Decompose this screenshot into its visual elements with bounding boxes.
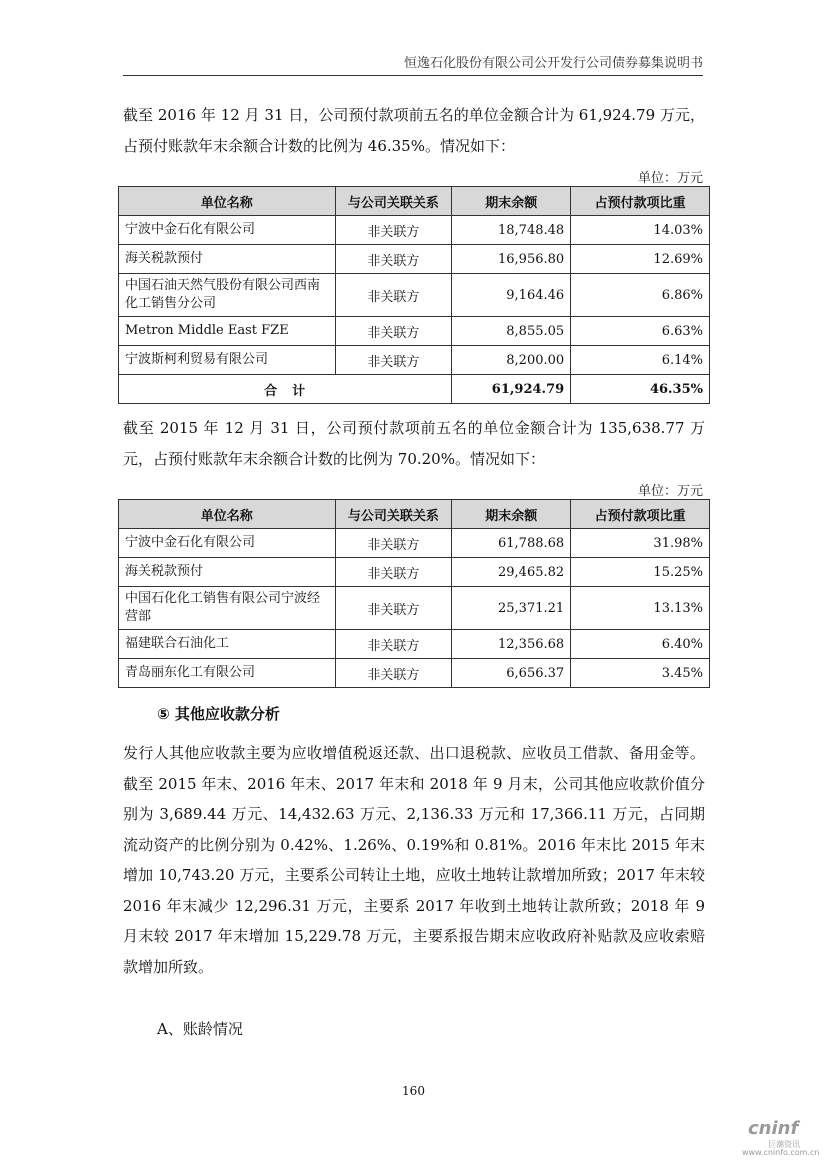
cell-amount: 25,371.21	[452, 587, 571, 630]
cell-ratio: 15.25%	[571, 558, 710, 587]
subsection-title-aging: A、账龄情况	[157, 1020, 243, 1038]
cell-relation: 非关联方	[335, 659, 452, 688]
cell-ratio: 6.63%	[571, 317, 710, 346]
table-row	[119, 274, 710, 317]
cell-name: 海关税款预付	[119, 245, 336, 274]
table-total-row	[119, 375, 710, 404]
table-row	[119, 529, 710, 558]
column-header-name: 单位名称	[119, 187, 336, 216]
total-amount: 61,924.79	[452, 375, 571, 404]
table-row	[119, 558, 710, 587]
cell-ratio: 3.45%	[571, 659, 710, 688]
cninfo-watermark-logo	[738, 1118, 818, 1158]
prepayment-table-2015	[118, 499, 710, 688]
cell-amount: 29,465.82	[452, 558, 571, 587]
cell-name: 宁波中金石化有限公司	[119, 529, 336, 558]
cell-relation: 非关联方	[335, 558, 452, 587]
cell-ratio: 14.03%	[571, 216, 710, 245]
table-header-row	[119, 187, 710, 216]
table1-unit-label: 单位：万元	[637, 171, 703, 186]
table-row	[119, 587, 710, 630]
cell-amount: 8,855.05	[452, 317, 571, 346]
column-header-ratio: 占预付款项比重	[571, 500, 710, 529]
cell-relation: 非关联方	[335, 346, 452, 375]
cell-relation: 非关联方	[335, 630, 452, 659]
table-row	[119, 630, 710, 659]
column-header-relation: 与公司关联关系	[335, 187, 452, 216]
prepayment-table-2016	[118, 186, 710, 404]
cell-name: Metron Middle East FZE	[119, 317, 336, 346]
cell-name: 宁波中金石化有限公司	[119, 216, 336, 245]
paragraph-prepayment-2015: 截至 2015 年 12 月 31 日，公司预付款项前五名的单位金额合计为 135,638.77 万元，占预付账款年末余额合计数的比例为 70.20%。情况如下：	[123, 419, 705, 468]
cell-amount: 12,356.68	[452, 630, 571, 659]
cell-name: 海关税款预付	[119, 558, 336, 587]
total-label: 合 计	[119, 375, 452, 404]
cell-ratio: 6.40%	[571, 630, 710, 659]
cell-relation: 非关联方	[335, 274, 452, 317]
header-divider	[123, 75, 703, 76]
cell-relation: 非关联方	[335, 587, 452, 630]
logo-url: www.cninfo.com.cn	[742, 1148, 820, 1157]
cell-ratio: 31.98%	[571, 529, 710, 558]
column-header-amount: 期末余额	[452, 500, 571, 529]
cell-amount: 61,788.68	[452, 529, 571, 558]
cell-ratio: 13.13%	[571, 587, 710, 630]
column-header-relation: 与公司关联关系	[335, 500, 452, 529]
cell-relation: 非关联方	[335, 529, 452, 558]
cell-ratio: 6.14%	[571, 346, 710, 375]
cell-name: 中国石油天然气股份有限公司西南化工销售分公司	[119, 274, 336, 317]
document-header: 恒逸石化股份有限公司公开发行公司债券募集说明书	[403, 56, 703, 71]
cell-name: 青岛丽东化工有限公司	[119, 659, 336, 688]
column-header-name: 单位名称	[119, 500, 336, 529]
cell-amount: 6,656.37	[452, 659, 571, 688]
page-number: 160	[402, 1084, 425, 1098]
section-title-other-receivables: ⑤ 其他应收款分析	[157, 705, 280, 723]
cell-name: 福建联合石油化工	[119, 630, 336, 659]
logo-brand-text: cninf	[748, 1118, 799, 1139]
column-header-amount: 期末余额	[452, 187, 571, 216]
cell-amount: 18,748.48	[452, 216, 571, 245]
total-ratio: 46.35%	[571, 375, 710, 404]
table-header-row	[119, 500, 710, 529]
cell-name: 宁波斯柯利贸易有限公司	[119, 346, 336, 375]
table-row	[119, 216, 710, 245]
paragraph-other-receivables: 发行人其他应收款主要为应收增值税返还款、出口退税款、应收员工借款、备用金等。截至 2015 年末、2016 年末、2017 年末和 2018 年 9 月末，公司其他应收款价值分别为 3,689.44 万元、14,432.63 万元、2,136.33 万元和 17,366.11 万元，占同期流动资产的比例分别为 0.42%、1.26%、0.19%和 0.81%。2016 年末比 2015 年末增加 10,743.20 万元，主要系公司转让土地，应收土地转让款增加所致；2017 年末较 2016 年末减少 12,296.31 万元，主要系 2017 年收到土地转让款所致；2018 年 9 月末较 2017 年末增加 15,229.78 万元，主要系报告期末应收政府补贴款及应收索赔款增加所致。	[123, 744, 705, 976]
logo-cn-name: 巨潮资讯	[768, 1140, 800, 1149]
column-header-ratio: 占预付款项比重	[571, 187, 710, 216]
cell-amount: 9,164.46	[452, 274, 571, 317]
cell-amount: 16,956.80	[452, 245, 571, 274]
cell-relation: 非关联方	[335, 317, 452, 346]
paragraph-prepayment-2016: 截至 2016 年 12 月 31 日，公司预付款项前五名的单位金额合计为 61,924.79 万元，占预付账款年末余额合计数的比例为 46.35%。情况如下：	[123, 106, 705, 155]
table2-unit-label: 单位：万元	[637, 484, 703, 499]
cell-amount: 8,200.00	[452, 346, 571, 375]
cell-relation: 非关联方	[335, 245, 452, 274]
table-row	[119, 245, 710, 274]
cell-relation: 非关联方	[335, 216, 452, 245]
table-row	[119, 659, 710, 688]
cell-ratio: 12.69%	[571, 245, 710, 274]
cell-ratio: 6.86%	[571, 274, 710, 317]
table-row	[119, 346, 710, 375]
table-row	[119, 317, 710, 346]
cell-name: 中国石化化工销售有限公司宁波经营部	[119, 587, 336, 630]
